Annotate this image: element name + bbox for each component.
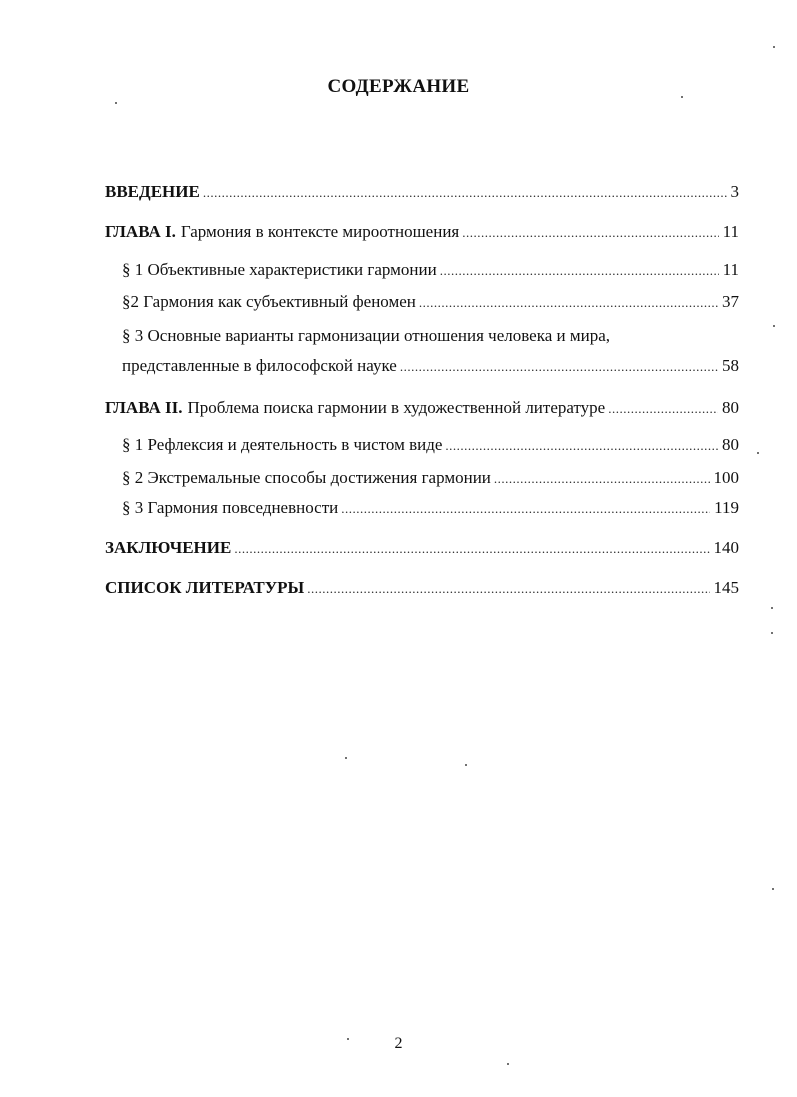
scan-speck [771,632,773,634]
scan-speck [773,325,775,327]
toc-entry-section[interactable] [122,355,739,378]
scan-speck [507,1063,509,1065]
toc-entry-section[interactable] [122,291,739,314]
toc-entry-label-line1[interactable]: § 3 Основные варианты гармонизации отношения человека и мира, [122,326,611,345]
toc-entry-label: Проблема поиска гармонии в художественной литературе [187,398,606,417]
toc-entry-section[interactable] [122,497,739,520]
page-title: СОДЕРЖАНИЕ [327,76,470,97]
dot-leader [234,538,709,560]
scan-speck [681,96,683,98]
toc-entry-label: представленные в философской науке [122,356,397,375]
toc-entry-section[interactable] [122,467,739,490]
toc-entry-label: §2 Гармония как субъективный феномен [122,292,416,311]
scan-speck [772,888,774,890]
toc-entry-chapter2[interactable] [105,397,739,420]
toc-entry-bibliography[interactable] [105,577,739,600]
toc-entry-label: § 1 Рефлексия и деятельность в чистом виде [122,435,443,454]
toc-entry-page: 11 [722,260,739,279]
toc-entry-label: § 3 Гармония повседневности [122,498,339,517]
toc-entry-page: 119 [714,498,739,517]
page-number: 2 [394,1035,403,1052]
toc-entry-label: СПИСОК ЛИТЕРАТУРЫ [105,578,305,597]
toc-entry-page: 11 [722,222,739,241]
toc-entry-section[interactable] [122,434,739,457]
dot-leader [445,435,718,457]
scan-speck [115,102,117,104]
toc-entry-page: 80 [722,398,739,417]
toc-entry-page: 3 [730,182,739,201]
toc-entry-section[interactable] [122,259,739,282]
toc-entry-label: ЗАКЛЮЧЕНИЕ [105,538,232,557]
toc-entry-page: 58 [722,356,739,375]
toc-chapter-prefix: ГЛАВА II. [105,398,183,417]
scan-speck [771,607,773,609]
toc-entry-label: Гармония в контексте мироотношения [180,222,460,241]
dot-leader [341,498,710,520]
toc-entry-label: ВВЕДЕНИЕ [105,182,200,201]
dot-leader [440,260,719,282]
toc-entry-page: 37 [722,292,739,311]
scan-speck [465,764,467,766]
toc-entry-label: § 1 Объективные характеристики гармонии [122,260,437,279]
dot-leader [419,292,718,314]
dot-leader [462,222,718,244]
dot-leader [494,468,710,490]
dot-leader [307,578,709,600]
scan-speck [345,757,347,759]
toc-entry-page: 80 [722,435,739,454]
toc-chapter-prefix: ГЛАВА I. [105,222,176,241]
scan-speck [757,452,759,454]
toc-entry-page: 145 [713,578,739,597]
toc-entry-label: § 2 Экстремальные способы достижения гармонии [122,468,491,487]
scan-speck [773,46,775,48]
toc-entry-intro[interactable] [105,181,739,204]
toc-entry-chapter1[interactable] [105,221,739,244]
toc-entry-page: 100 [713,468,739,487]
dot-leader [203,182,727,204]
toc-entry-page: 140 [713,538,739,557]
toc-entry-conclusion[interactable] [105,537,739,560]
dot-leader [608,398,718,420]
dot-leader [400,356,718,378]
